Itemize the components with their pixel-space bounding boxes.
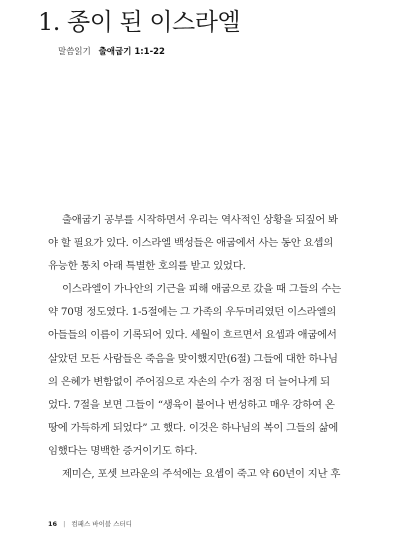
reading-passage: 출애굽기 1:1-22 — [98, 47, 165, 57]
reading-reference — [58, 45, 165, 57]
chapter-title: 1. 종이 된 이스라엘 — [38, 8, 241, 36]
series-title: 컴패스 바이블 스터디 — [71, 520, 133, 528]
paragraph-line: 의 은혜가 변함없이 주어짐으로 자손의 수가 점점 더 늘어나게 되 — [48, 375, 330, 388]
paragraph-line: 유능한 통치 아래 특별한 호의를 받고 있었다. — [48, 260, 246, 273]
paragraph-line: 땅에 가득하게 되었다” 고 했다. 이것은 하나님의 복이 그들의 삶에 — [48, 421, 339, 434]
paragraph-line: 제미슨, 포셋 브라운의 주석에는 요셉이 죽고 약 60년이 지난 후 — [62, 468, 341, 481]
paragraph-line: 이스라엘이 가나안의 기근을 피해 애굽으로 갔을 때 그들의 수는 — [62, 283, 341, 296]
page-number: 16 — [48, 520, 58, 528]
paragraph-line: 야 할 필요가 있다. 이스라엘 백성들은 애굽에서 사는 동안 요셉의 — [48, 237, 333, 250]
paragraph-line: 었다. 7절을 보면 그들이 “생육이 불어나 번성하고 매우 강하여 온 — [48, 398, 335, 411]
reading-label: 말씀읽기 — [58, 47, 91, 57]
body-text — [48, 209, 394, 486]
paragraph-line: 살았던 모든 사람들은 죽음을 맞이했지만(6절) 그들에 대한 하나님 — [48, 352, 338, 365]
paragraph-line: 임했다는 명백한 증거이기도 하다. — [48, 444, 198, 457]
footer-divider: | — [63, 520, 66, 528]
paragraph-line: 출애굽기 공부를 시작하면서 우리는 역사적인 상황을 되짚어 봐 — [62, 214, 338, 226]
paragraph-line: 아들들의 이름이 기록되어 있다. 세월이 흐르면서 요셉과 애굽에서 — [48, 329, 337, 342]
page-footer — [48, 519, 132, 528]
paragraph-line: 약 70명 정도였다. 1-5절에는 그 가족의 우두머리였던 이스라엘의 — [48, 306, 337, 319]
